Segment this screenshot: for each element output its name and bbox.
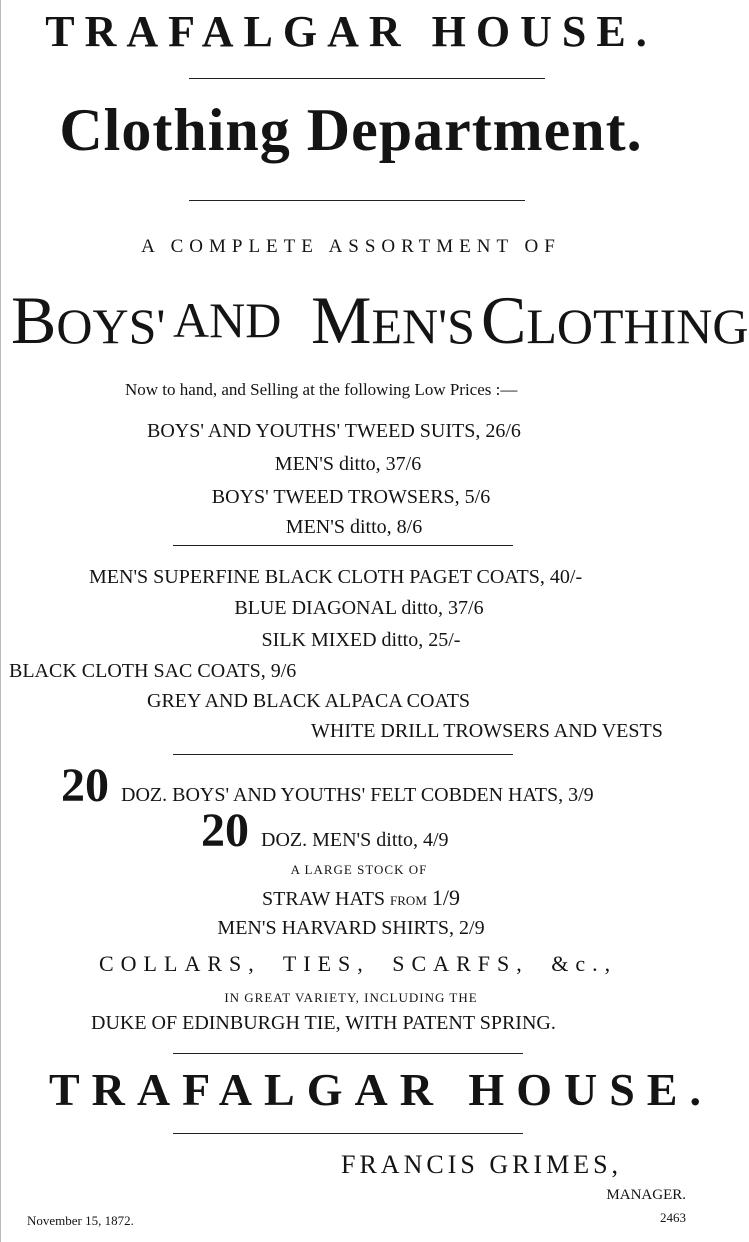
large-stock-label: A LARGE STOCK OF [290, 862, 428, 877]
footer-title: TRAFALGAR HOUSE. [49, 1064, 713, 1115]
headline-clothing: LOTHING [526, 298, 749, 354]
hats-quantity: 20 [201, 804, 249, 857]
straw-hats-from: FROM [390, 893, 427, 908]
hats-description: DOZ. BOYS' AND YOUTHS' FELT COBDEN HATS, 3/9 [121, 784, 594, 806]
divider [173, 1133, 523, 1134]
manager-role: MANAGER. [606, 1187, 686, 1203]
reference-number: 2463 [660, 1210, 686, 1225]
coat-line: BLUE DIAGONAL ditto, 37/6 [234, 597, 484, 619]
issue-date: November 15, 1872. [27, 1213, 134, 1228]
divider [189, 200, 525, 201]
headline-mens: EN'S [371, 298, 475, 354]
hats-description: DOZ. MEN'S ditto, 4/9 [261, 829, 449, 851]
headline-boys: OYS' [56, 298, 166, 354]
store-title: TRAFALGAR HOUSE. [45, 7, 657, 56]
headline-boys-capital: B [11, 282, 57, 358]
headline-clothing-capital: C [481, 282, 527, 358]
divider [173, 1053, 523, 1054]
manager-name: FRANCIS GRIMES, [341, 1150, 623, 1179]
shirts-line: MEN'S HARVARD SHIRTS, 2/9 [217, 917, 485, 939]
coat-line: SILK MIXED ditto, 25/- [261, 629, 461, 651]
hats-line [201, 803, 449, 858]
straw-hats-price: 1/9 [431, 885, 461, 910]
coat-line: BLACK CLOTH SAC COATS, 9/6 [9, 660, 297, 682]
department-title: Clothing Department. [59, 97, 643, 163]
divider [173, 754, 513, 755]
divider [189, 78, 545, 79]
intro-line: A COMPLETE ASSORTMENT OF [141, 236, 561, 257]
price-line: MEN'S ditto, 8/6 [285, 516, 423, 538]
price-line: BOYS' TWEED TROWSERS, 5/6 [211, 486, 491, 508]
coat-line: GREY AND BLACK ALPACA COATS [147, 690, 471, 712]
straw-hats-line [11, 885, 711, 911]
variety-line: IN GREAT VARIETY, INCLUDING THE [224, 990, 478, 1005]
headline [11, 280, 749, 360]
collars-line: COLLARS, TIES, SCARFS, &c., [99, 951, 618, 976]
headline-and: AND [173, 292, 282, 348]
tagline: Now to hand, and Selling at the following Low Prices :— [125, 380, 518, 399]
hats-quantity: 20 [61, 759, 109, 812]
straw-hats-label: STRAW HATS [261, 888, 386, 910]
divider [173, 545, 513, 546]
coat-line: MEN'S SUPERFINE BLACK CLOTH PAGET COATS, 40/- [89, 566, 583, 588]
price-line: MEN'S ditto, 37/6 [274, 453, 422, 475]
price-line: BOYS' AND YOUTHS' TWEED SUITS, 26/6 [147, 420, 521, 442]
coat-line: WHITE DRILL TROWSERS AND VESTS [311, 720, 663, 742]
headline-mens-capital: M [311, 282, 372, 358]
duke-line: DUKE OF EDINBURGH TIE, WITH PATENT SPRING. [91, 1012, 556, 1034]
